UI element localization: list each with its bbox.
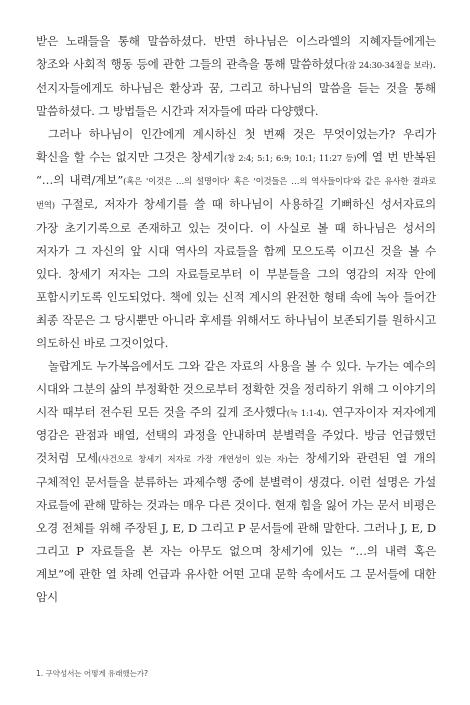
body-text-run: 놀랍게도 누가복음에서도 그와 같은 자료의 사용을 볼 수 있다. 누가는 예수의 시대와 그분의 삶의 부정확한 것으로부터 정확한 것을 정리하기 위해 그 이야기의 시작 때부터 전수된 모든 것을 주의 깊게 조사했다 [36, 358, 436, 419]
body-text-run: 는 창세기와 관련된 열 개의 구체적인 문서들을 분류하는 과제수행 중에 분별력이 생겼다. 이런 설명은 가설 자료들에 관해 말하는 것과는 매우 다른 것이다. 현재 힘을 잃어 가는 문서 비평은 오경 전체를 위해 주장된 J, E, D 그리고 P 문서들에 관해 말한다. 그러나 J, E, D 그리고 P 자료들을 본 자는 아무도 없으며 창세기에 있는 “…의 내력 혹은 계보”에 관한 열 차례 언급과 유사한 어떤 고대 문학 속에서도 그 문서들에 대한 암시 [36, 451, 436, 604]
paragraph-3 [36, 355, 436, 609]
body-text-run: 구절로, 저자가 창세기를 쓸 때 하나님이 사용하길 기뻐하신 성서자료의 가장 초기기록으로 존재하고 있는 것이다. 이 사실로 볼 때 하나님은 성서의 저자가 그 자신의 앞 시대 역사의 자료들을 함께 모으도록 이끄신 것을 볼 수 있다. 창세기 저자는 그의 자료들로부터 이 부분들을 그의 영감의 저작 안에 포함시키도록 인도되었다. 책에 있는 신적 계시의 완전한 형태 속에 녹아 들어간 최종 작문은 그 당시뿐만 아니라 후세를 위해서도 하나님이 보존되기를 원하시고 의도하신 바로 그것이었다. [36, 197, 436, 350]
paragraph-2 [36, 123, 436, 355]
body-text-run: 그러나 하나님이 인간에게 계시하신 첫 번째 것은 무엇이었는가? 우리가 확신을 할 수는 없지만 그것은 창세기 [36, 126, 436, 164]
inline-reference-note: (잠 24:30-34절을 보라) [344, 59, 433, 70]
running-footer: 1. 구약성서는 어떻게 유래했는가? [36, 669, 148, 678]
body-text-run: 에 열 번 반복된 “…의 내력/계보” [36, 149, 437, 188]
page-body [36, 30, 436, 609]
body-text-run: . 연구자이자 저자에게 영감은 관점과 배열, 선택의 과정을 안내하며 분별력을 주었다. 방금 언급했던 것처럼 모세 [36, 404, 436, 466]
body-text-run: . 선지자들에게도 하나님은 환상과 꿈, 그리고 하나님의 말씀을 듣는 것을 통해 말씀하셨다. 그 방법들은 시간과 저자들에 따라 다양했다. [36, 56, 436, 118]
inline-reference-note: (눅 1:1-4) [286, 407, 325, 418]
body-text-run: 받은 노래들을 통해 말씀하셨다. 반면 하나님은 이스라엘의 지혜자들에게는 창조와 사회적 행동 등에 관한 그들의 관측을 통해 말씀하셨다 [36, 34, 436, 71]
paragraph-1 [36, 30, 436, 123]
inline-reference-note: (사건으로 창세기 저자로 가장 개연성이 있는 자) [97, 454, 288, 465]
inline-reference-note: (혹은 '이것은 …의 설명이다' 혹은 '이것들은 …의 역사들이다'와 같은 유사한 결과로 번역) [36, 176, 436, 211]
inline-reference-note: (창 2:4; 5:1; 6:9; 10:1; 11:27 등) [223, 152, 357, 163]
